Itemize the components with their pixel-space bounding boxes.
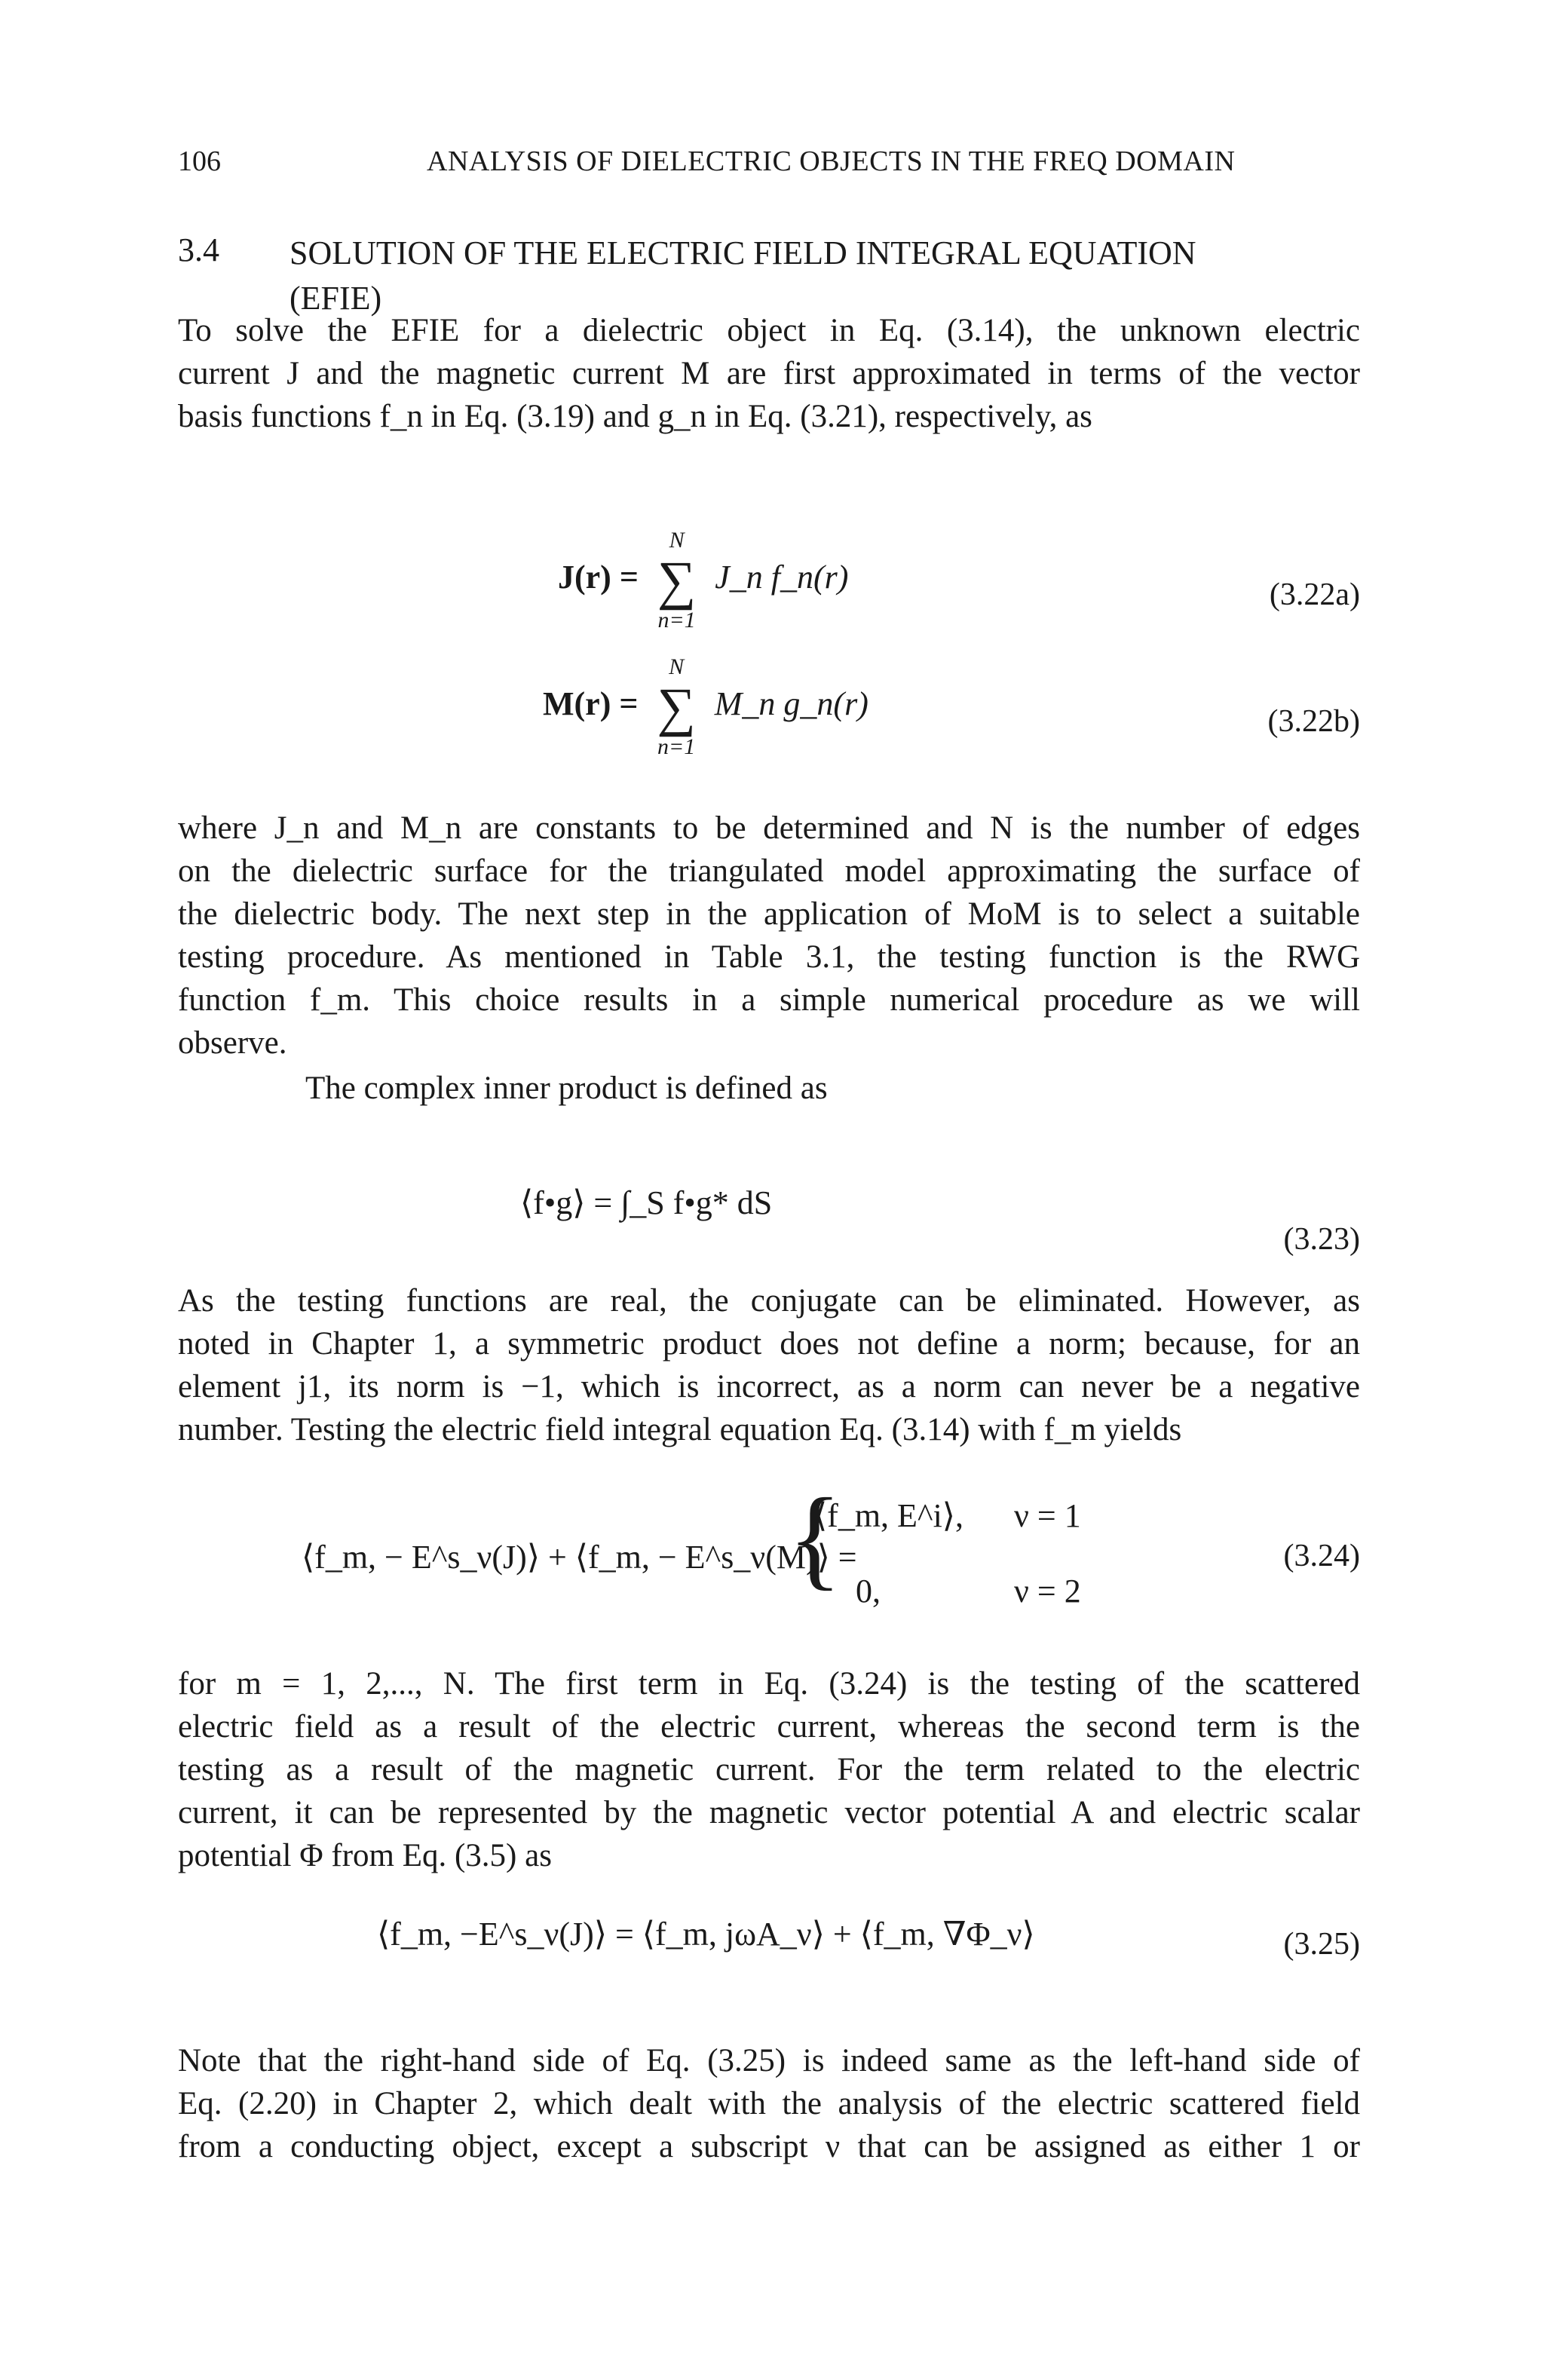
- running-head: ANALYSIS OF DIELECTRIC OBJECTS IN THE FREQ DOMAIN: [427, 145, 1236, 177]
- section-title-line: (EFIE): [290, 280, 382, 317]
- text-line: number. Testing the electric field integral equation Eq. (3.14) with f_m yields: [178, 1412, 1182, 1447]
- text-line: observe.: [178, 1025, 287, 1061]
- text-line: basis functions f_n in Eq. (3.19) and g_n in Eq. (3.21), respectively, as: [178, 399, 1092, 434]
- equation-number: (3.25): [1283, 1927, 1360, 1962]
- sum-upper: N: [669, 528, 685, 553]
- text-line: To solve the EFIE for a dielectric object in Eq. (3.14), the unknown electric: [178, 313, 1360, 348]
- equation-number: (3.22b): [1267, 704, 1360, 739]
- text-line: where J_n and M_n are constants to be determined and N is the number of edges: [178, 810, 1360, 846]
- section-title-line: SOLUTION OF THE ELECTRIC FIELD INTEGRAL EQUATION: [290, 234, 1196, 271]
- sum-lower: n=1: [657, 734, 696, 759]
- eq-cond-1: ν = 1: [1014, 1497, 1081, 1534]
- section-number: 3.4: [178, 231, 219, 268]
- eq-rhs: J_n f_n(r): [715, 559, 849, 596]
- summation: [657, 654, 695, 760]
- eq-lhs: J(r) =: [558, 559, 639, 596]
- paragraph-6: [178, 2039, 1360, 2168]
- equation-3-23: ⟨f•g⟩ = ∫_S f•g* dS: [520, 1184, 773, 1221]
- paragraph-2: [178, 807, 1360, 1064]
- text-line: current, it can be represented by the magnetic vector potential A and electric scalar: [178, 1795, 1360, 1830]
- paragraph-1: [178, 309, 1360, 438]
- eq-lhs: M(r) =: [543, 685, 639, 723]
- equation-number: (3.23): [1283, 1222, 1360, 1257]
- eq-case-1: ⟨f_m, E^i⟩,: [814, 1497, 963, 1534]
- summation: [657, 528, 696, 633]
- equation-3-24: [302, 1538, 857, 1576]
- text-line: Eq. (2.20) in Chapter 2, which dealt with the analysis of the electric scattered field: [178, 2086, 1360, 2121]
- page-number: 106: [178, 145, 221, 177]
- text-line: potential Φ from Eq. (3.5) as: [178, 1838, 552, 1873]
- page-header: [178, 145, 1360, 190]
- sum-lower: n=1: [657, 608, 696, 633]
- text-line: on the dielectric surface for the triangulated model approximating the surface of: [178, 853, 1360, 889]
- text-line: from a conducting object, except a subscript ν that can be assigned as either 1 or: [178, 2129, 1360, 2164]
- text-line: electric field as a result of the electric current, whereas the second term is the: [178, 1709, 1360, 1744]
- text-line: Note that the right-hand side of Eq. (3.25) is indeed same as the left-hand side of: [178, 2043, 1360, 2078]
- eq-case-2: 0,: [856, 1573, 881, 1610]
- eq-rhs: M_n g_n(r): [714, 685, 868, 723]
- equation-3-22a: [558, 528, 848, 633]
- sigma-icon: ∑: [657, 550, 697, 611]
- equation-number: (3.22a): [1269, 577, 1360, 612]
- paragraph-4: [178, 1279, 1360, 1451]
- equation-3-25: ⟨f_m, −E^s_ν(J)⟩ = ⟨f_m, jωA_ν⟩ + ⟨f_m, ∇Φ_ν⟩: [377, 1916, 1035, 1953]
- text-line: noted in Chapter 1, a symmetric product does not define a norm; because, for an: [178, 1326, 1360, 1362]
- text-line: current J and the magnetic current M are first approximated in terms of the vector: [178, 356, 1360, 391]
- text-line: element j1, its norm is −1, which is incorrect, as a norm can never be a negative: [178, 1369, 1360, 1404]
- text-line: The complex inner product is defined as: [305, 1071, 828, 1106]
- eq-cond-2: ν = 2: [1014, 1573, 1081, 1610]
- text-line: the dielectric body. The next step in the application of MoM is to select a suitable: [178, 896, 1360, 932]
- text-line: function f_m. This choice results in a simple numerical procedure as we will: [178, 982, 1360, 1018]
- sigma-icon: ∑: [657, 677, 696, 737]
- paragraph-3: [305, 1067, 1361, 1110]
- paragraph-5: [178, 1662, 1360, 1877]
- text-line: As the testing functions are real, the conjugate can be eliminated. However, as: [178, 1283, 1360, 1319]
- sum-upper: N: [669, 654, 685, 679]
- equation-3-22b: [543, 654, 868, 760]
- equation-number: (3.24): [1283, 1539, 1360, 1573]
- brace-icon: {: [788, 1475, 842, 1600]
- text-line: testing procedure. As mentioned in Table 3.1, the testing function is the RWG: [178, 939, 1360, 975]
- eq-lhs: ⟨f_m, − E^s_ν(J)⟩ + ⟨f_m, − E^s_ν(M)⟩ =: [302, 1539, 857, 1576]
- text-line: for m = 1, 2,..., N. The first term in Eq. (3.24) is the testing of the scattered: [178, 1666, 1360, 1702]
- section-title: [290, 231, 1360, 321]
- text-line: testing as a result of the magnetic current. For the term related to the electric: [178, 1752, 1360, 1787]
